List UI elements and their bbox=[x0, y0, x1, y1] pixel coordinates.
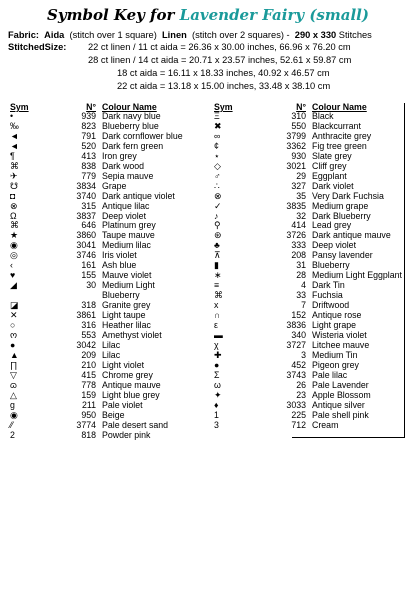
colour-name-cell: Dark Blueberry bbox=[312, 210, 371, 221]
thread-number-cell: 950 bbox=[81, 409, 96, 420]
colour-name-cell: Blueberry bbox=[312, 260, 350, 271]
symbol-cell: ○ bbox=[10, 320, 16, 331]
thread-number-cell: 778 bbox=[81, 379, 96, 390]
colour-name-cell: Pale lilac bbox=[312, 369, 348, 380]
table-row bbox=[210, 351, 412, 361]
colour-name-cell: Antique lilac bbox=[102, 200, 150, 211]
table-row bbox=[210, 321, 412, 331]
colour-name-cell: Antique silver bbox=[312, 399, 365, 410]
symbol-cell: ● bbox=[10, 339, 16, 350]
table-row bbox=[210, 251, 412, 261]
thread-number-cell: 939 bbox=[81, 111, 96, 121]
colour-name-cell: Light blue grey bbox=[102, 389, 160, 400]
thread-number-cell: 315 bbox=[81, 200, 96, 211]
header-sym: Sym bbox=[10, 102, 29, 112]
symbol-cell: ◪ bbox=[10, 300, 19, 311]
symbol-cell: ▲ bbox=[10, 349, 19, 360]
symbol-cell: 2 bbox=[10, 429, 15, 440]
symbol-cell: ‹ bbox=[10, 260, 13, 271]
thread-number-cell: 211 bbox=[81, 399, 96, 410]
colour-name-cell: Dark navy blue bbox=[102, 111, 161, 121]
symbol-cell: ◄ bbox=[10, 140, 19, 151]
colour-name-cell: Medium grape bbox=[312, 200, 369, 211]
colour-name-cell: Ash blue bbox=[102, 260, 137, 271]
table-row bbox=[8, 421, 214, 431]
symbol-cell: χ bbox=[214, 339, 219, 350]
symbol-table-right bbox=[210, 102, 412, 431]
header-sym: Sym bbox=[214, 102, 233, 112]
symbol-cell: ▮ bbox=[214, 260, 219, 271]
colour-name-cell: Mauve violet bbox=[102, 270, 152, 281]
thread-number-cell: 30 bbox=[86, 280, 96, 291]
symbol-cell: ‰ bbox=[10, 120, 19, 131]
thread-number-cell: 3033 bbox=[286, 399, 306, 410]
thread-number-cell: 791 bbox=[81, 130, 96, 141]
colour-name-cell: Light violet bbox=[102, 359, 145, 370]
colour-name-cell: Platinum grey bbox=[102, 220, 156, 231]
table-row bbox=[210, 391, 412, 401]
symbol-cell: ⋆ bbox=[214, 150, 220, 161]
symbol-cell: ✕ bbox=[10, 310, 18, 321]
thread-number-cell: 3042 bbox=[76, 339, 96, 350]
thread-number-cell: 155 bbox=[81, 270, 96, 281]
symbol-cell: Σ bbox=[214, 369, 220, 380]
colour-name-cell: Deep violet bbox=[312, 240, 357, 251]
colour-name-cell: Powder pink bbox=[102, 429, 151, 440]
symbol-cell: ⊛ bbox=[214, 230, 222, 241]
symbol-cell: • bbox=[10, 111, 14, 121]
symbol-cell: ◎ bbox=[10, 250, 18, 261]
table-row bbox=[210, 281, 412, 291]
symbol-cell: ✚ bbox=[214, 349, 222, 360]
thread-number-cell: 7 bbox=[301, 300, 306, 311]
thread-number-cell: 3 bbox=[301, 349, 306, 360]
colour-name-cell: Pale shell pink bbox=[312, 409, 369, 420]
colour-name-cell: Antique rose bbox=[312, 310, 362, 321]
symbol-cell: ✈ bbox=[10, 170, 18, 181]
symbol-cell: ε bbox=[214, 320, 218, 331]
colour-name-cell: Medium Tin bbox=[312, 349, 358, 360]
thread-number-cell: 520 bbox=[81, 140, 96, 151]
fabric-label: Fabric: bbox=[8, 30, 39, 40]
table-row bbox=[210, 271, 412, 281]
title-prefix: Symbol Key for bbox=[47, 6, 180, 24]
colour-name-cell: Blueberry blue bbox=[102, 120, 159, 131]
thread-number-cell: 35 bbox=[296, 190, 306, 201]
symbol-cell: ⌘ bbox=[214, 290, 223, 301]
symbol-cell: ✖ bbox=[214, 120, 222, 131]
thread-number-cell: 779 bbox=[81, 170, 96, 181]
table-row bbox=[210, 331, 412, 341]
symbol-cell: ¶ bbox=[10, 150, 15, 161]
thread-number-cell: 4 bbox=[301, 280, 306, 291]
table-row bbox=[8, 431, 214, 441]
thread-number-cell: 340 bbox=[291, 329, 306, 340]
thread-number-cell: 152 bbox=[291, 310, 306, 321]
symbol-cell: ◢ bbox=[10, 280, 17, 291]
thread-number-cell: 3837 bbox=[76, 210, 96, 221]
colour-name-cell: Dark antique mauve bbox=[312, 230, 391, 241]
symbol-cell: ≡ bbox=[214, 280, 220, 291]
colour-name-cell: Light taupe bbox=[102, 310, 146, 321]
stitch-count-suffix: Stitches bbox=[338, 30, 372, 40]
colour-name-cell: Medium Light bbox=[102, 280, 155, 291]
colour-name-cell: Dark cornflower blue bbox=[102, 130, 183, 141]
table-row bbox=[210, 162, 412, 172]
colour-name-cell: Medium lilac bbox=[102, 240, 151, 251]
colour-name-cell: Eggplant bbox=[312, 170, 347, 181]
colour-name-cell: Heather lilac bbox=[102, 320, 151, 331]
table-row bbox=[210, 152, 412, 162]
symbol-cell: ☋ bbox=[10, 180, 18, 191]
thread-number-cell: 32 bbox=[296, 210, 306, 221]
colour-name-cell: Antique mauve bbox=[102, 379, 161, 390]
size-line: 28 ct linen / 14 ct aida = 20.71 x 23.57 inches, 52.61 x 59.87 cm bbox=[88, 55, 352, 65]
colour-name-cell: Litchee mauve bbox=[312, 339, 370, 350]
thread-number-cell: 3743 bbox=[286, 369, 306, 380]
table-row bbox=[210, 341, 412, 351]
colour-name-cell: Dark antique violet bbox=[102, 190, 175, 201]
colour-name-cell: Slate grey bbox=[312, 150, 352, 161]
colour-name-cell: Fig tree green bbox=[312, 140, 367, 151]
symbol-cell: ω bbox=[214, 379, 221, 390]
table-row bbox=[210, 421, 412, 431]
colour-name-cell: Lilac bbox=[102, 339, 121, 350]
colour-name-cell: Medium Light Eggplant bbox=[312, 270, 402, 281]
table-row bbox=[210, 202, 412, 212]
thread-number-cell: 3834 bbox=[76, 180, 96, 191]
symbol-cell: ▽ bbox=[10, 369, 17, 380]
thread-number-cell: 838 bbox=[81, 160, 96, 171]
colour-name-cell: Beige bbox=[102, 409, 125, 420]
table-row bbox=[210, 381, 412, 391]
symbol-cell: ▬ bbox=[214, 329, 223, 340]
table-row bbox=[210, 212, 412, 222]
table-row bbox=[210, 361, 412, 371]
table-row bbox=[210, 411, 412, 421]
thread-number-cell: 333 bbox=[291, 240, 306, 251]
colour-name-cell: Deep violet bbox=[102, 210, 147, 221]
colour-name-cell: Grape bbox=[102, 180, 127, 191]
table-row bbox=[210, 291, 412, 301]
table-row bbox=[210, 142, 412, 152]
thread-number-cell: 31 bbox=[296, 260, 306, 271]
thread-number-cell: 3740 bbox=[76, 190, 96, 201]
symbol-cell: ✦ bbox=[214, 389, 222, 400]
stitched-size-label: StitchedSize: bbox=[8, 42, 67, 52]
thread-number-cell: 646 bbox=[81, 220, 96, 231]
size-line: 22 ct linen / 11 ct aida = 26.36 x 30.00 inches, 66.96 x 76.20 cm bbox=[88, 42, 351, 52]
table-row bbox=[210, 112, 412, 122]
thread-number-cell: 712 bbox=[291, 419, 306, 430]
symbol-cell: ♂ bbox=[214, 170, 221, 181]
thread-number-cell: 553 bbox=[81, 329, 96, 340]
symbol-cell: ◇ bbox=[214, 160, 221, 171]
thread-number-cell: 33 bbox=[296, 290, 306, 301]
symbol-cell: ო bbox=[10, 329, 17, 340]
colour-name-cell: Lilac bbox=[102, 349, 121, 360]
symbol-cell: ⁄⁄ bbox=[10, 419, 13, 430]
thread-number-cell: 3726 bbox=[286, 230, 306, 241]
colour-name-cell: Wisteria violet bbox=[312, 329, 367, 340]
thread-number-cell: 310 bbox=[291, 111, 306, 121]
table-row bbox=[210, 241, 412, 251]
thread-number-cell: 3021 bbox=[286, 160, 306, 171]
size-line: 22 ct aida = 13.18 x 15.00 inches, 33.48 x 38.10 cm bbox=[117, 81, 331, 91]
table-row bbox=[210, 401, 412, 411]
symbol-cell: g bbox=[10, 399, 15, 410]
symbol-cell: ∗ bbox=[214, 270, 222, 281]
symbol-cell: Ξ bbox=[214, 111, 220, 121]
thread-number-cell: 818 bbox=[81, 429, 96, 440]
colour-name-cell: Fuchsia bbox=[312, 290, 343, 301]
colour-name-cell: Pigeon grey bbox=[312, 359, 359, 370]
thread-number-cell: 161 bbox=[81, 260, 96, 271]
header-colour-name: Colour Name bbox=[102, 102, 157, 112]
table-row bbox=[210, 231, 412, 241]
thread-number-cell: 452 bbox=[291, 359, 306, 370]
colour-name-cell: Driftwood bbox=[312, 300, 350, 311]
colour-name-cell: Taupe mauve bbox=[102, 230, 155, 241]
symbol-cell: ● bbox=[214, 359, 220, 370]
colour-name-cell: Dark violet bbox=[312, 180, 354, 191]
thread-number-cell: 327 bbox=[291, 180, 306, 191]
page-title bbox=[0, 6, 416, 24]
colour-name-cell: Cream bbox=[312, 419, 339, 430]
thread-number-cell: 3836 bbox=[286, 320, 306, 331]
symbol-cell: ★ bbox=[10, 230, 18, 241]
colour-name-cell: Very Dark Fuchsia bbox=[312, 190, 384, 201]
symbol-cell: ◄ bbox=[10, 130, 19, 141]
colour-name-cell: Lead grey bbox=[312, 220, 352, 231]
symbol-cell: ∏ bbox=[10, 359, 18, 370]
colour-name-cell: Dark wood bbox=[102, 160, 145, 171]
table-row bbox=[210, 192, 412, 202]
stitch-count: 290 x 330 bbox=[294, 30, 337, 40]
colour-name-cell: Black bbox=[312, 111, 334, 121]
colour-name-cell: Sepia mauve bbox=[102, 170, 154, 181]
fabric-linen: Linen bbox=[162, 30, 187, 40]
thread-number-cell: 318 bbox=[81, 300, 96, 311]
symbol-cell: ɷ bbox=[10, 379, 17, 390]
header-colour-name: Colour Name bbox=[312, 102, 367, 112]
thread-number-cell: 3861 bbox=[76, 310, 96, 321]
thread-number-cell: 159 bbox=[81, 389, 96, 400]
thread-number-cell: 550 bbox=[291, 120, 306, 131]
colour-name-cell: Light grape bbox=[312, 320, 357, 331]
table-row bbox=[210, 311, 412, 321]
table-header-row bbox=[210, 102, 412, 112]
fabric-aida-note: (stitch over 1 square) bbox=[69, 30, 157, 40]
colour-name-cell: Cliff grey bbox=[312, 160, 347, 171]
symbol-cell: ◉ bbox=[10, 409, 18, 420]
colour-name-cell: Pale Lavender bbox=[312, 379, 369, 390]
thread-number-cell: 3362 bbox=[286, 140, 306, 151]
thread-number-cell: 414 bbox=[291, 220, 306, 231]
thread-number-cell: 3746 bbox=[76, 250, 96, 261]
symbol-cell: ✓ bbox=[214, 200, 222, 211]
colour-name-cell: Iron grey bbox=[102, 150, 137, 161]
symbol-cell: ∩ bbox=[214, 310, 221, 321]
colour-name-cell: Blackcurrant bbox=[312, 120, 361, 131]
symbol-cell: ⊗ bbox=[214, 190, 222, 201]
table-row bbox=[210, 122, 412, 132]
colour-name-cell: Chrome grey bbox=[102, 369, 153, 380]
symbol-cell: 3 bbox=[214, 419, 219, 430]
colour-name-cell: Amethyst violet bbox=[102, 329, 162, 340]
symbol-cell: ∴ bbox=[214, 180, 220, 191]
colour-name-cell: Dark fern green bbox=[102, 140, 164, 151]
thread-number-cell: 225 bbox=[291, 409, 306, 420]
colour-name-cell: Pansy lavender bbox=[312, 250, 373, 261]
thread-number-cell: 210 bbox=[81, 359, 96, 370]
symbol-cell: ∞ bbox=[214, 130, 221, 141]
symbol-cell: x bbox=[214, 300, 219, 311]
symbol-cell: △ bbox=[10, 389, 17, 400]
colour-name-cell: Pale desert sand bbox=[102, 419, 169, 430]
table-row bbox=[210, 132, 412, 142]
size-line: 18 ct aida = 16.11 x 18.33 inches, 40.92 x 46.57 cm bbox=[117, 68, 330, 78]
thread-number-cell: 3860 bbox=[76, 230, 96, 241]
thread-number-cell: 29 bbox=[296, 170, 306, 181]
symbol-cell: ⊼ bbox=[214, 250, 221, 261]
thread-number-cell: 208 bbox=[291, 250, 306, 261]
thread-number-cell: 823 bbox=[81, 120, 96, 131]
symbol-cell: ♥ bbox=[10, 270, 16, 281]
thread-number-cell: 316 bbox=[81, 320, 96, 331]
colour-name-cell: Iris violet bbox=[102, 250, 137, 261]
colour-name-cell: Pale violet bbox=[102, 399, 143, 410]
colour-name-cell: Apple Blossom bbox=[312, 389, 371, 400]
thread-number-cell: 209 bbox=[81, 349, 96, 360]
symbol-cell: ⌘ bbox=[10, 160, 19, 171]
thread-number-cell: 930 bbox=[291, 150, 306, 161]
symbol-cell: ⌘ bbox=[10, 220, 19, 231]
symbol-cell: Ω bbox=[10, 210, 17, 221]
table-row bbox=[210, 371, 412, 381]
table-row bbox=[210, 172, 412, 182]
colour-name-cell: Dark Tin bbox=[312, 280, 345, 291]
thread-number-cell: 26 bbox=[296, 379, 306, 390]
symbol-cell: ◘ bbox=[10, 190, 16, 201]
fabric-linen-note: (stitch over 2 squares) - bbox=[191, 30, 290, 40]
colour-name-cell: Blueberry bbox=[102, 290, 140, 301]
thread-number-cell: 3799 bbox=[286, 130, 306, 141]
thread-number-cell: 413 bbox=[81, 150, 96, 161]
thread-number-cell: 415 bbox=[81, 369, 96, 380]
thread-number-cell: 3835 bbox=[286, 200, 306, 211]
symbol-cell: ⚲ bbox=[214, 220, 221, 231]
header-num: N° bbox=[296, 102, 306, 112]
fabric-aida: Aida bbox=[44, 30, 65, 40]
symbol-cell: ¢ bbox=[214, 140, 219, 151]
thread-number-cell: 3727 bbox=[286, 339, 306, 350]
symbol-cell: 1 bbox=[214, 409, 219, 420]
title-design-name: Lavender Fairy (small) bbox=[179, 6, 369, 24]
thread-number-cell: 3041 bbox=[76, 240, 96, 251]
symbol-table-left bbox=[8, 102, 214, 440]
fabric-line bbox=[8, 30, 372, 40]
symbol-cell: ◉ bbox=[10, 240, 18, 251]
colour-name-cell: Anthracite grey bbox=[312, 130, 372, 141]
thread-number-cell: 23 bbox=[296, 389, 306, 400]
thread-number-cell: 28 bbox=[296, 270, 306, 281]
header-num: N° bbox=[86, 102, 96, 112]
symbol-cell: ♣ bbox=[214, 240, 220, 251]
thread-number-cell: 3774 bbox=[76, 419, 96, 430]
table-row bbox=[210, 301, 412, 311]
colour-name-cell: Granite grey bbox=[102, 300, 151, 311]
symbol-cell: ♦ bbox=[214, 399, 219, 410]
symbol-cell: ⊗ bbox=[10, 200, 18, 211]
symbol-cell: ♪ bbox=[214, 210, 219, 221]
